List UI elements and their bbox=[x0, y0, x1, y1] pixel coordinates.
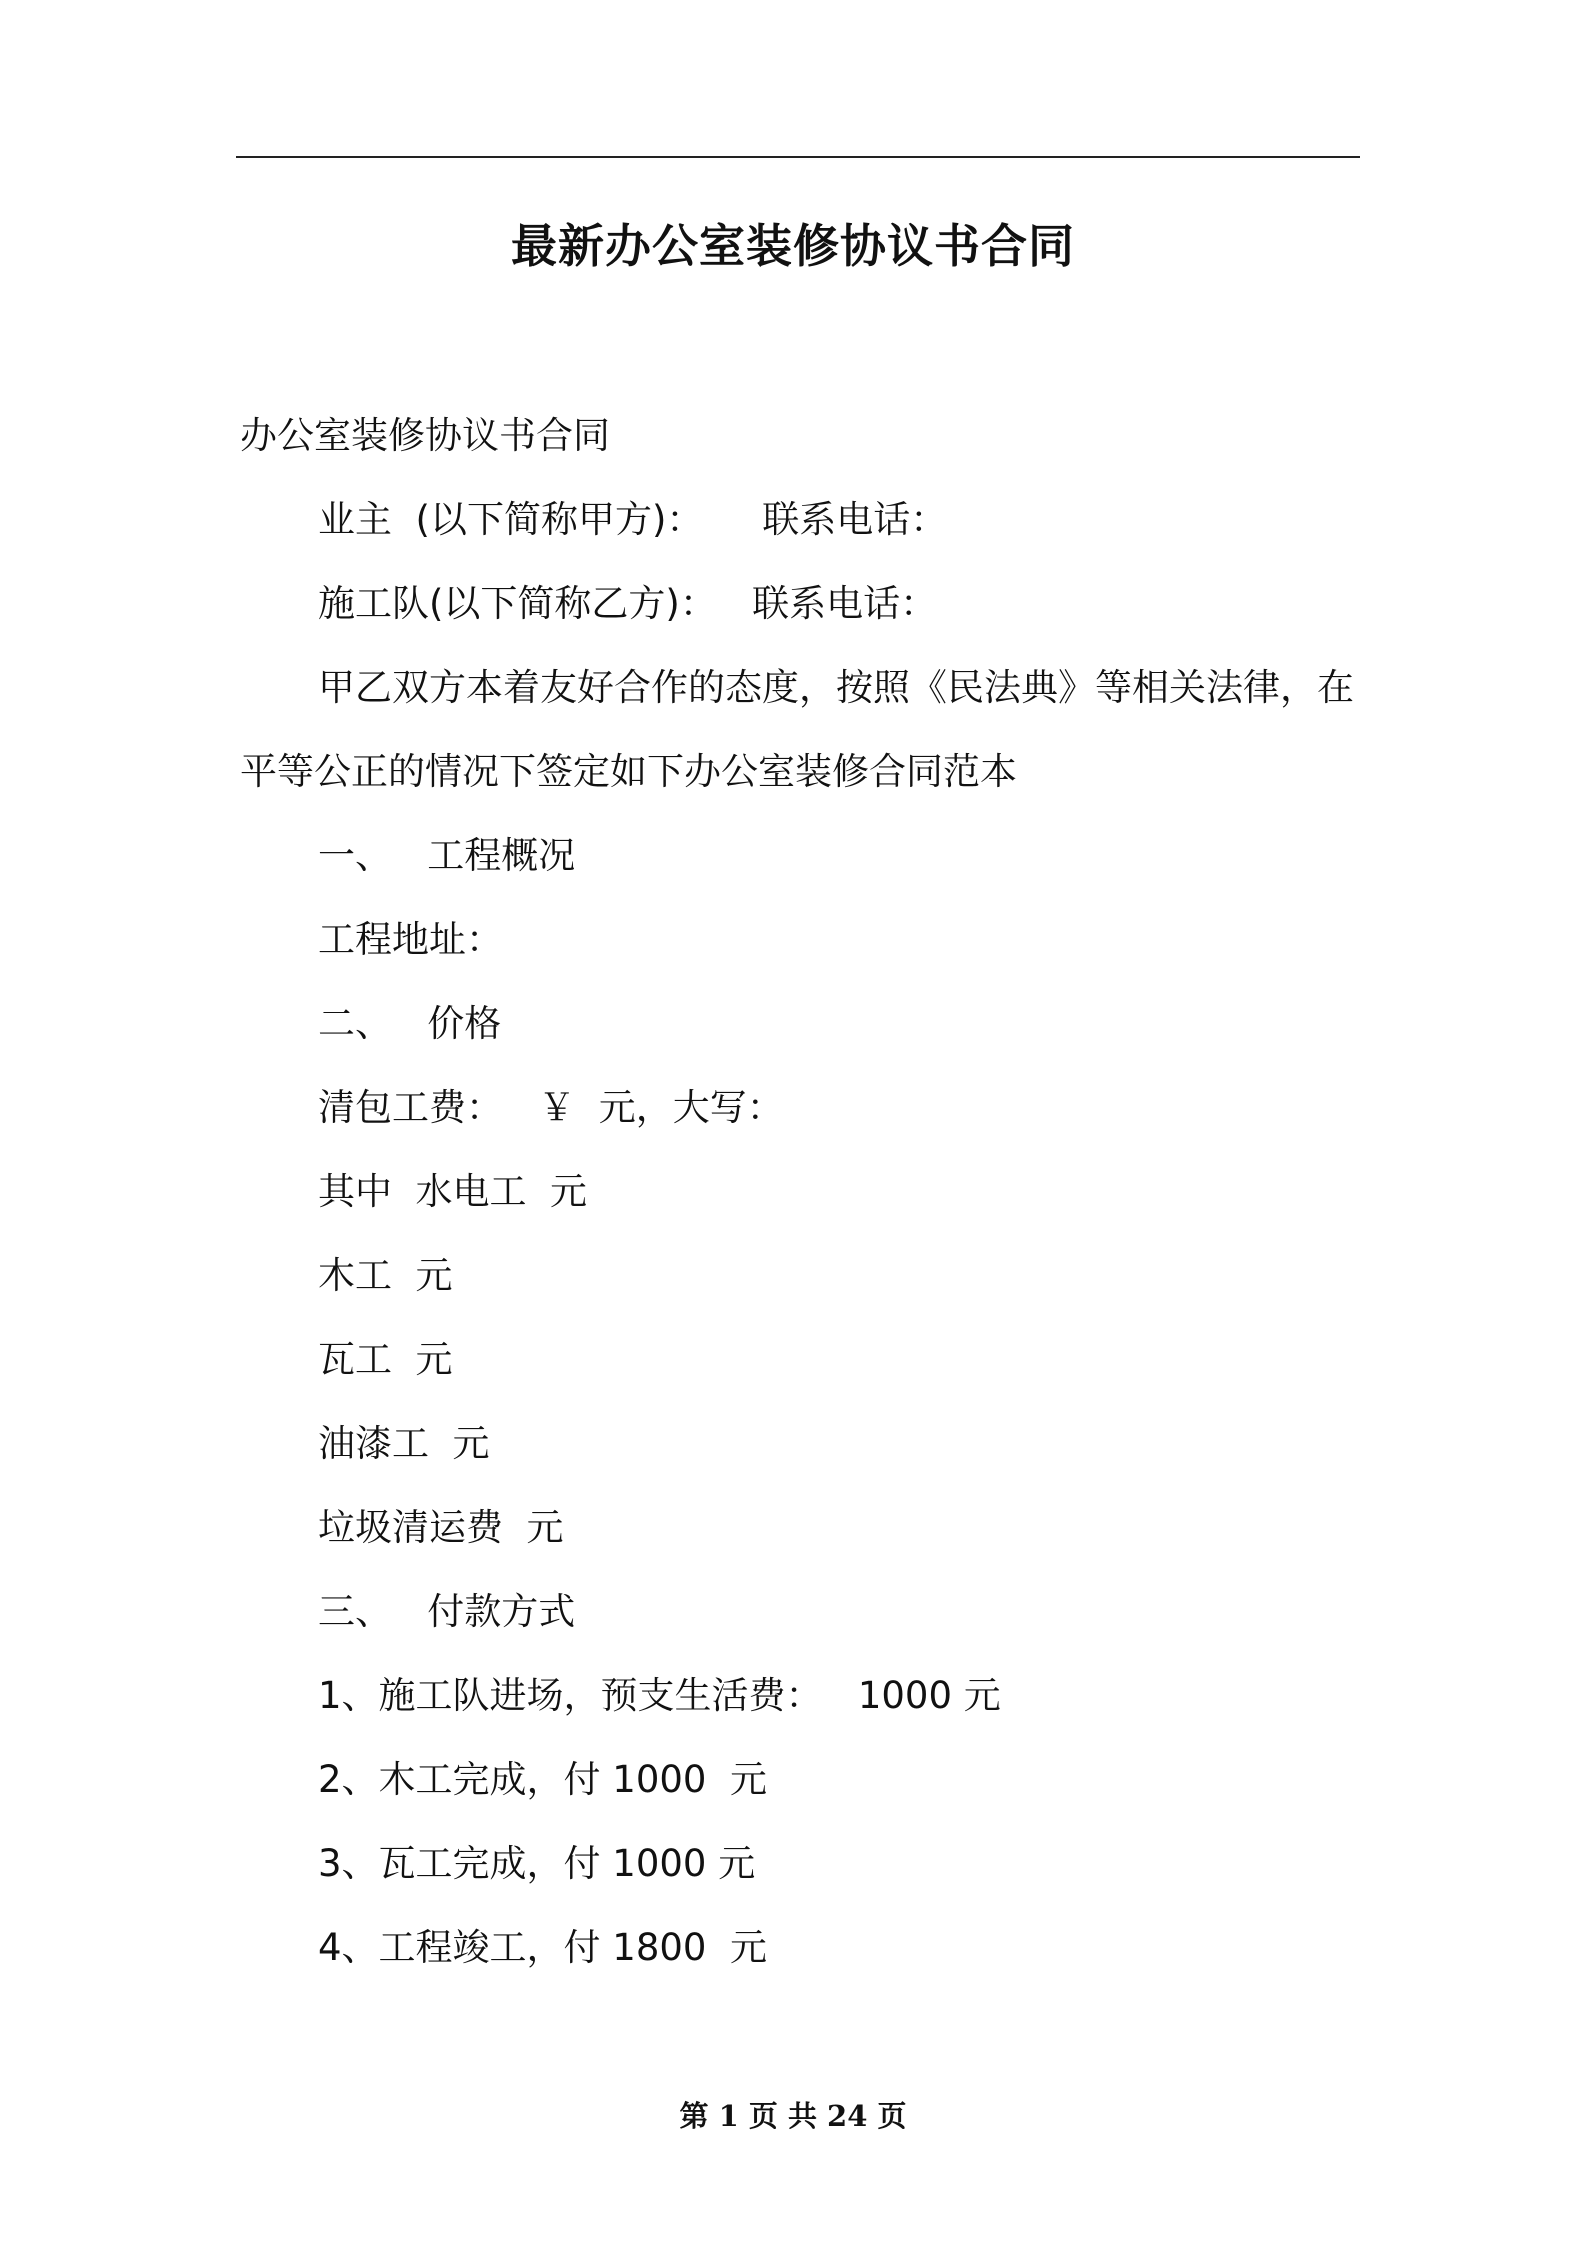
payment-item-2: 2、木工完成，付 1000 元 bbox=[318, 1758, 767, 1801]
payment-item-3: 3、瓦工完成，付 1000 元 bbox=[318, 1842, 756, 1885]
document-title: 最新办公室装修协议书合同 bbox=[511, 219, 1075, 273]
section-heading-overview: 一、 工程概况 bbox=[318, 834, 576, 877]
party-b-line: 施工队(以下简称乙方)： 联系电话： bbox=[318, 582, 938, 625]
waste-removal-line: 垃圾清运费 元 bbox=[318, 1506, 564, 1549]
intro-paragraph-line-2: 平等公正的情况下签定如下办公室装修合同范本 bbox=[240, 750, 1017, 793]
plumbing-electric-line: 其中 水电工 元 bbox=[318, 1170, 588, 1213]
section-heading-price: 二、 价格 bbox=[318, 1002, 502, 1045]
payment-item-1: 1、施工队进场，预支生活费： 1000 元 bbox=[318, 1674, 1001, 1717]
tiling-line: 瓦工 元 bbox=[318, 1338, 453, 1381]
intro-paragraph-line-1: 甲乙双方本着友好合作的态度，按照《民法典》等相关法律，在 bbox=[318, 666, 1354, 709]
header-rule bbox=[236, 156, 1360, 158]
labor-fee-line: 清包工费： ￥ 元，大写： bbox=[318, 1086, 784, 1129]
project-address-line: 工程地址： bbox=[318, 918, 503, 961]
party-a-line: 业主 (以下简称甲方)： 联系电话： bbox=[318, 498, 948, 541]
section-heading-payment: 三、 付款方式 bbox=[318, 1590, 576, 1633]
carpentry-line: 木工 元 bbox=[318, 1254, 453, 1297]
subtitle-line: 办公室装修协议书合同 bbox=[240, 414, 610, 457]
painting-line: 油漆工 元 bbox=[318, 1422, 490, 1465]
page-number: 第 1 页 共 24 页 bbox=[679, 2099, 907, 2133]
payment-item-4: 4、工程竣工，付 1800 元 bbox=[318, 1926, 767, 1969]
